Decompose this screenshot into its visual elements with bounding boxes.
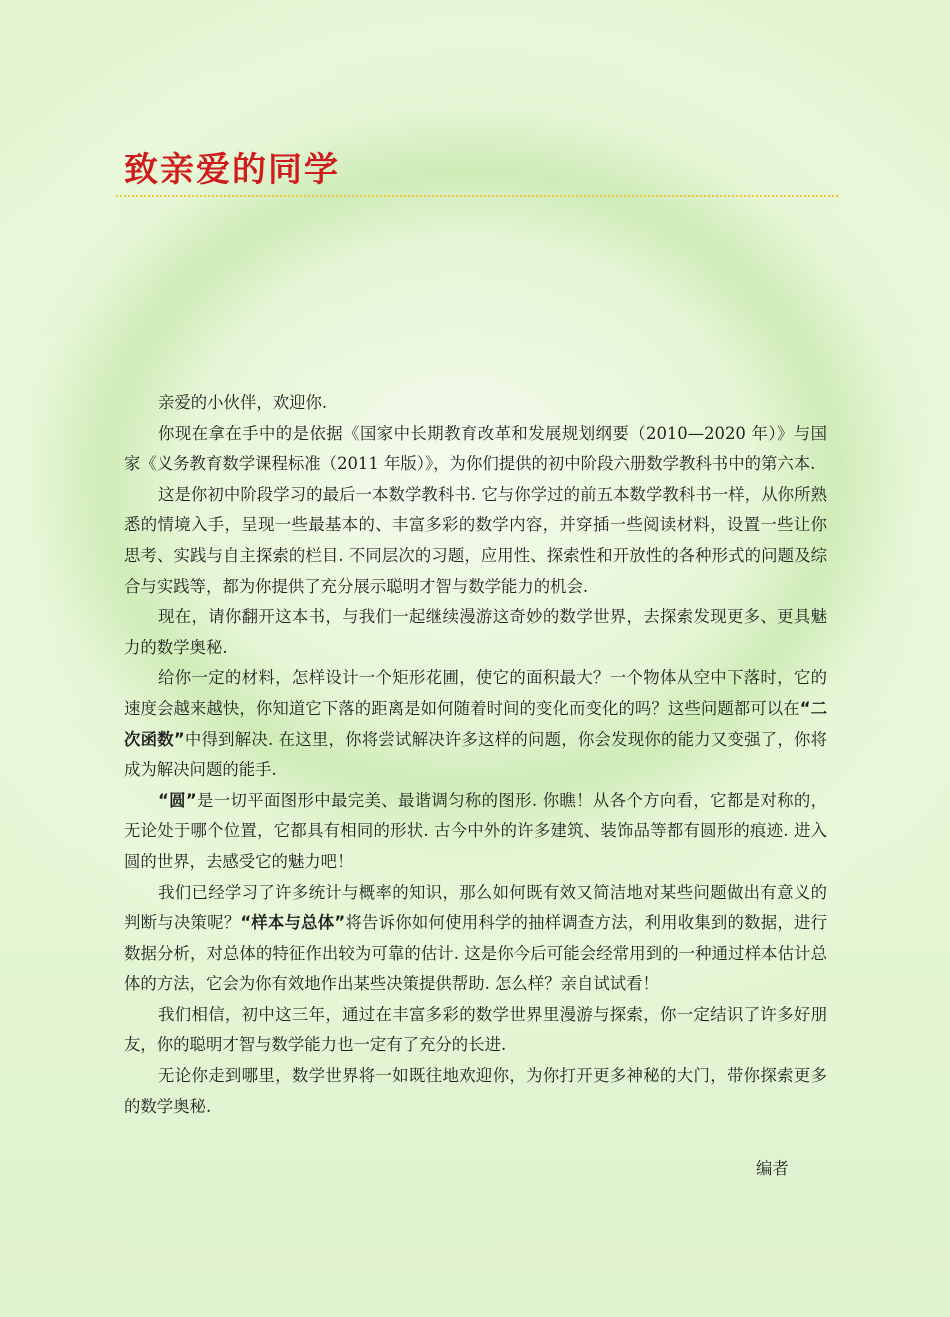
title-divider <box>116 195 838 197</box>
paragraph-greeting: 亲爱的小伙伴，欢迎你. <box>158 393 328 412</box>
p4-text-before: 给你一定的材料，怎样设计一个矩形花圃，使它的面积最大？一个物体从空中下落时，它的速度会越来越快，你知道它下落的距离是如何随着时间的变化而变化的吗？这些问题都可以在 <box>124 668 827 718</box>
paragraph-2: 这是你初中阶段学习的最后一本数学教科书. 它与你学过的前五本数学教科书一样，从你所熟悉的情境入手，呈现一些最基本的、丰富多彩的数学内容，并穿插一些阅读材料，设置一些让你思考、实践与自主探索的栏目. 不同层次的习题，应用性、探索性和开放性的各种形式的问题及综合与实践等，都为你提供了充分展示聪明才智与数学能力的机会. <box>124 484 827 596</box>
p6-text-before: 我们已经学习了许多统计与概率的知识，那么如何既有效又简洁地对某些问题做出有意义的判断与决策呢？ <box>124 882 827 933</box>
paragraph-4 <box>124 663 827 785</box>
paragraph-8: 无论你走到哪里，数学世界将一如既往地欢迎你，为你打开更多神秘的大门，带你探索更多的数学奥秘. <box>124 1066 827 1116</box>
keyword-sample-population: “样本与总体” <box>240 913 346 933</box>
paragraph-6 <box>124 878 827 1000</box>
p5-text-after: 是一切平面图形中最完美、最谐调匀称的图形. 你瞧！从各个方向看，它都是对称的，无论处于哪个位置，它都具有相同的形状. 古今中外的许多建筑、装饰品等都有圆形的痕迹. 进入圆的世界，去感受它的魅力吧！ <box>124 790 828 871</box>
p6-text-after: 将告诉你如何使用科学的抽样调查方法，利用收集到的数据，进行数据分析，对总体的特征作出较为可靠的估计. 这是你今后可能会经常用到的一种通过样本估计总体的方法，它会为你有效地作出某些决策提供帮助. 怎么样？亲自试试看！ <box>124 913 828 994</box>
paragraph-1: 你现在拿在手中的是依据《国家中长期教育改革和发展规划纲要（2010—2020 年）》与国家《义务教育数学课程标准（2011 年版）》，为你们提供的初中阶段六册数学教科书中的第六本. <box>124 423 827 474</box>
signature: 编者 <box>756 1159 789 1178</box>
keyword-circle: “圆” <box>158 790 197 810</box>
paragraph-5 <box>124 786 827 878</box>
paragraph-7: 我们相信，初中这三年，通过在丰富多彩的数学世界里漫游与探索，你一定结识了许多好朋友，你的聪明才智与数学能力也一定有了充分的长进. <box>124 1004 827 1055</box>
letter-body <box>124 388 827 1122</box>
p4-text-after: 中得到解决. 在这里，你将尝试解决许多这样的问题，你会发现你的能力又变强了，你将成为解决问题的能手. <box>124 729 828 780</box>
keyword-quadratic-function: “二次函数” <box>124 698 827 749</box>
paragraph-3: 现在，请你翻开这本书，与我们一起继续漫游这奇妙的数学世界，去探索发现更多、更具魅力的数学奥秘. <box>124 607 827 657</box>
page-title: 致亲爱的同学 <box>124 150 340 190</box>
